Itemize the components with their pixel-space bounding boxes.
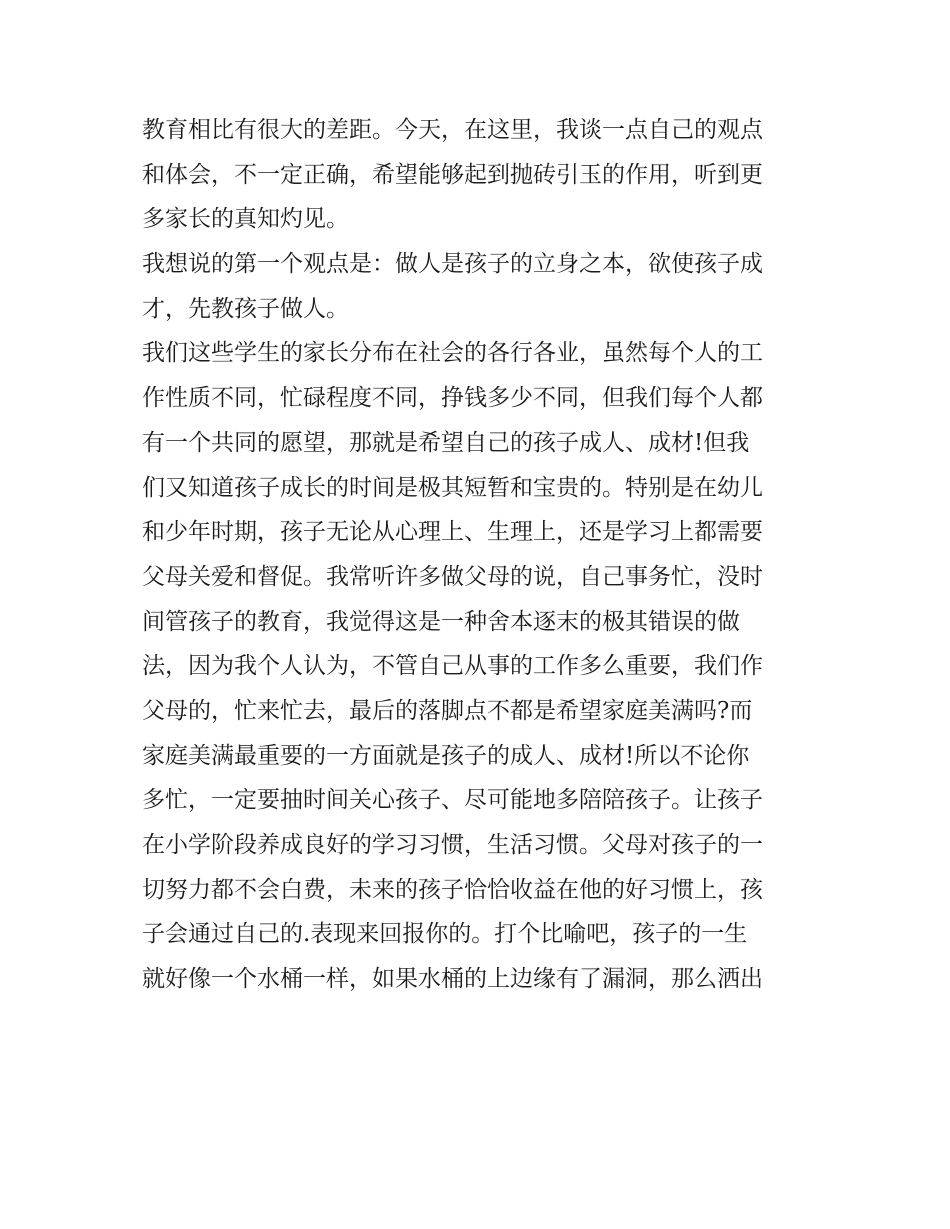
text-line: 切努力都不会白费，未来的孩子恰恰收益在他的好习惯上，孩 [142, 876, 763, 903]
text-line: 多家长的真知灼见。 [142, 206, 349, 233]
text-line: 多忙，一定要抽时间关心孩子、尽可能地多陪陪孩子。让孩子 [142, 787, 763, 814]
text-line: 在小学阶段养成良好的学习习惯，生活习惯。父母对孩子的一 [142, 832, 763, 858]
text-line: 家庭美满最重要的一方面就是孩子的成人、成材!所以不论你 [142, 742, 750, 769]
text-line: 法，因为我个人认为，不管自己从事的工作多么重要，我们作 [142, 653, 763, 680]
text-line: 就好像一个水桶一样，如果水桶的上边缘有了漏洞，那么洒出 [142, 966, 763, 993]
text-line: 我想说的第一个观点是：做人是孩子的立身之本，欲使孩子成 [142, 251, 763, 278]
text-line: 和少年时期，孩子无论从心理上、生理上，还是学习上都需要 [142, 519, 763, 546]
text-line: 间管孩子的教育，我觉得这是一种舍本逐末的极其错误的做 [142, 608, 740, 635]
text-line: 子会通过自己的.表现来回报你的。打个比喻吧，孩子的一生 [142, 921, 748, 948]
text-line: 有一个共同的愿望，那就是希望自己的孩子成人、成材!但我 [142, 429, 750, 456]
text-line: 教育相比有很大的差距。今天，在这里，我谈一点自己的观点 [142, 117, 763, 143]
text-line: 我们这些学生的家长分布在社会的各行各业，虽然每个人的工 [142, 340, 763, 367]
text-line: 父母关爱和督促。我常听许多做父母的说，自己事务忙，没时 [142, 563, 763, 590]
text-line: 父母的，忙来忙去，最后的落脚点不都是希望家庭美满吗?而 [142, 697, 753, 724]
text-line: 作性质不同，忙碌程度不同，挣钱多少不同，但我们每个人都 [142, 385, 763, 412]
text-line: 和体会，不一定正确，希望能够起到抛砖引玉的作用，听到更 [142, 161, 763, 188]
document-body [142, 108, 814, 1002]
text-line: 才，先教孩子做人。 [142, 295, 349, 322]
text-line: 们又知道孩子成长的时间是极其短暂和宝贵的。特别是在幼儿 [142, 474, 763, 501]
